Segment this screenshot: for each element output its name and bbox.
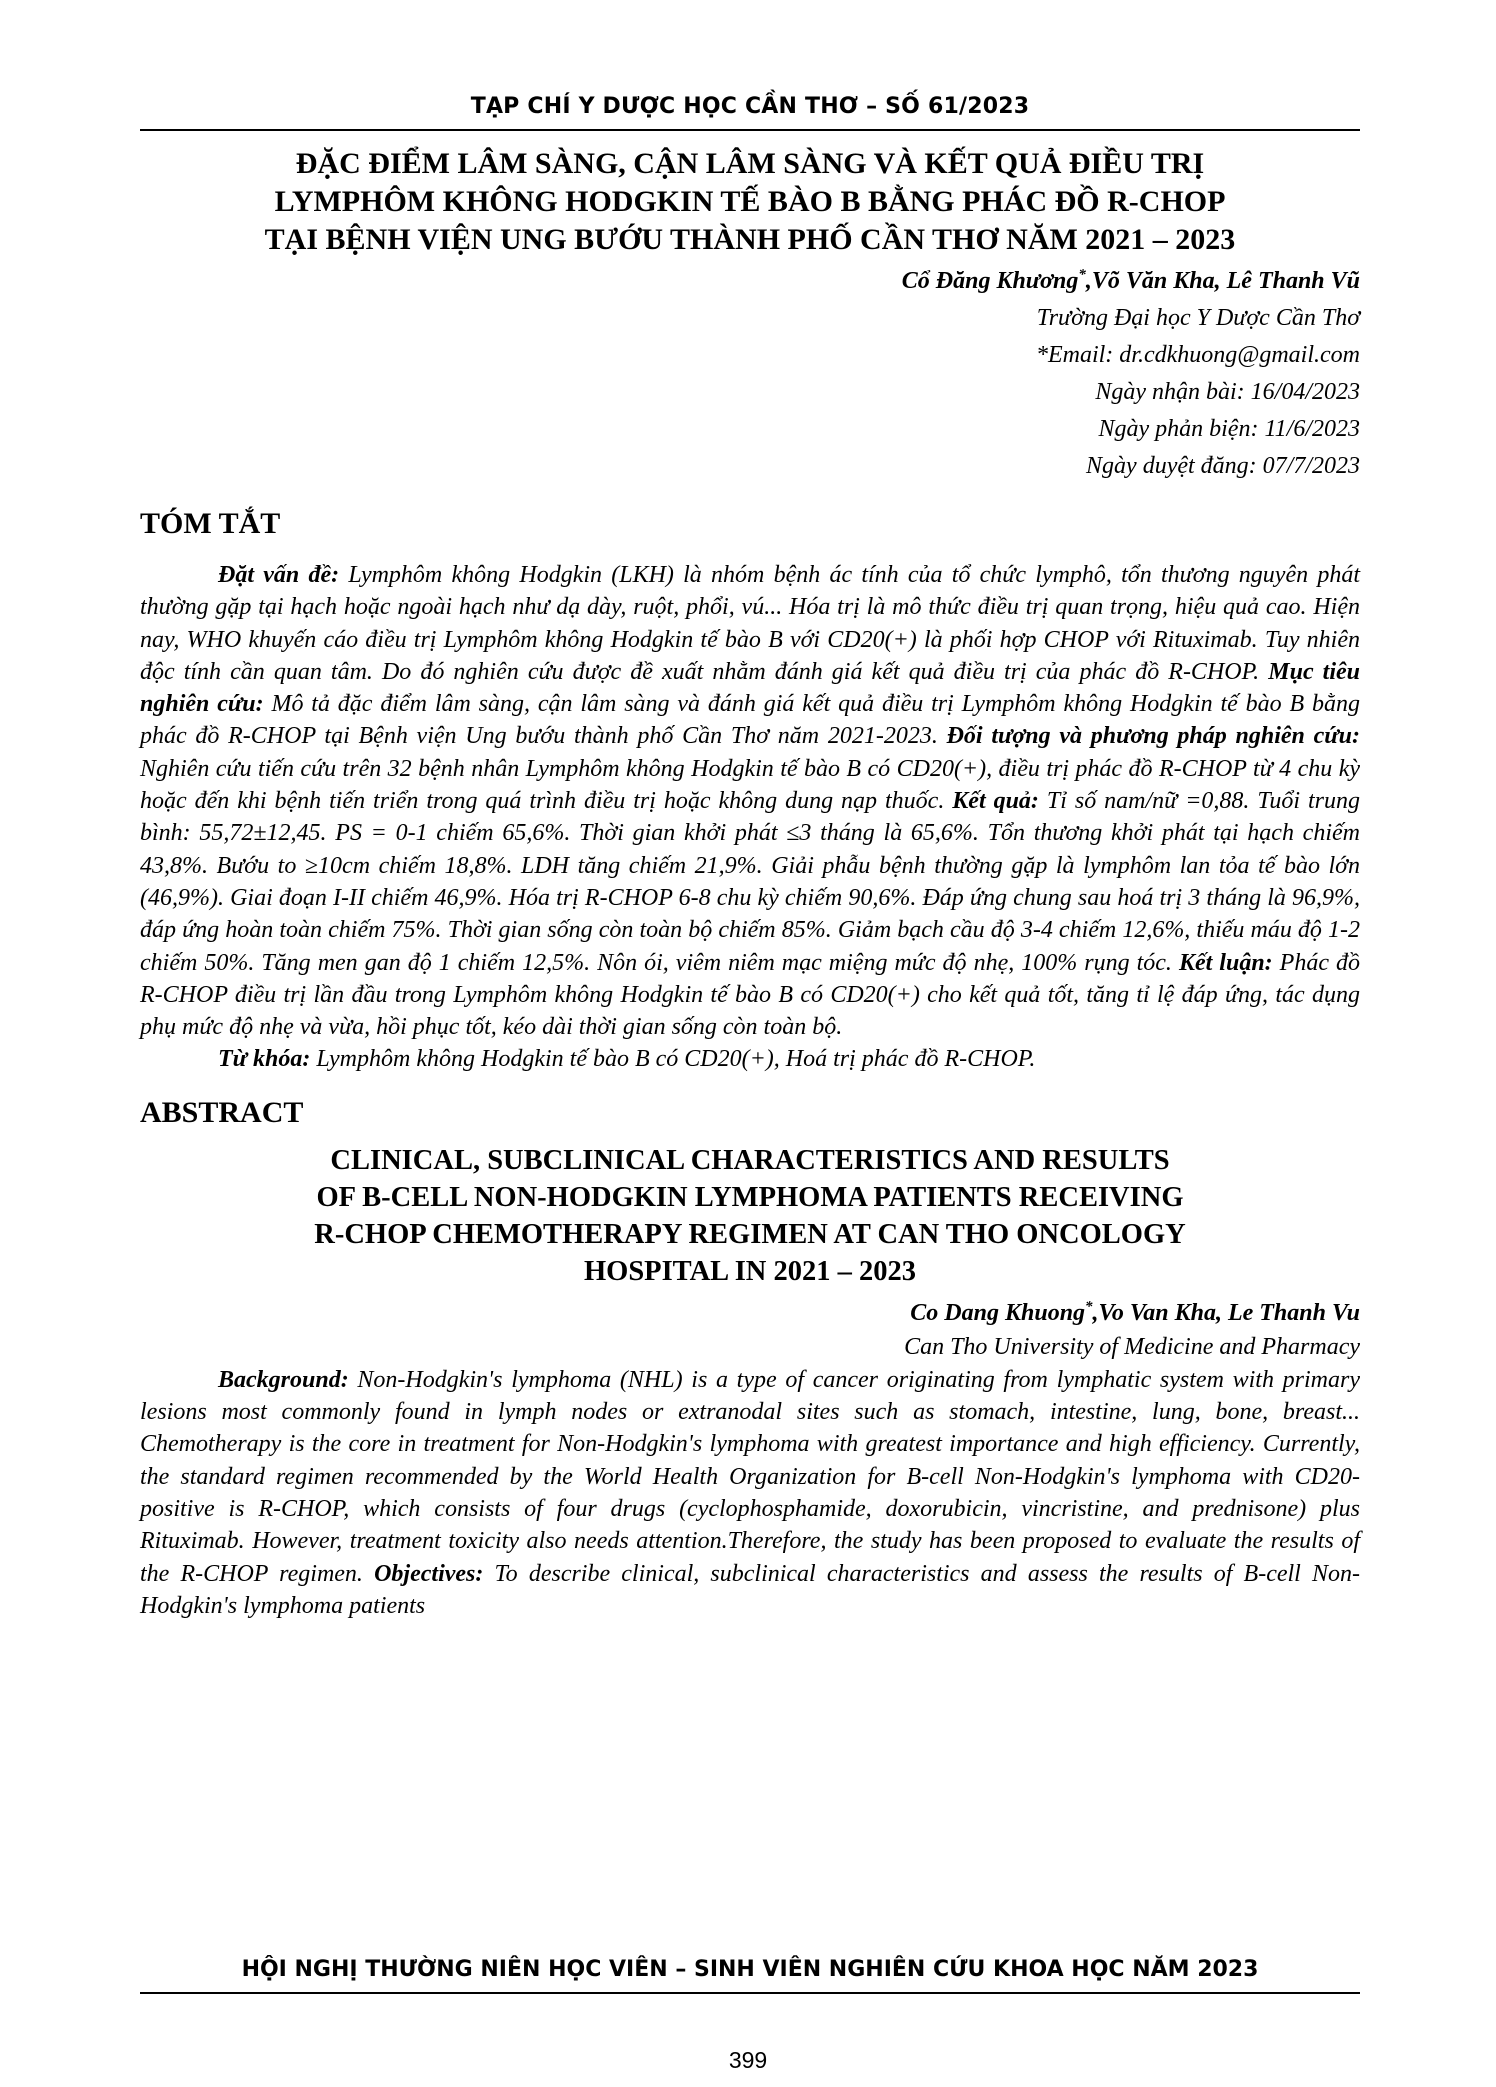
text-keywords: Lymphôm không Hodgkin tế bào B có CD20(+), Hoá trị phác đồ R-CHOP.	[310, 1046, 1036, 1073]
en-byline	[140, 1296, 1360, 1364]
footer-rule	[140, 1992, 1360, 1994]
label-keywords: Từ khóa:	[218, 1046, 311, 1073]
en-corresponding-mark: *	[1085, 1298, 1093, 1315]
article-title-line: TẠI BỆNH VIỆN UNG BƯỚU THÀNH PHỐ CẦN THƠ NĂM 2021 – 2023	[264, 223, 1236, 256]
page-number: 399	[728, 2047, 768, 2073]
en-article-title	[140, 1142, 1360, 1290]
text-conclusion: Phác đồ R-CHOP điều trị lần đầu trong Lymphôm không Hodgkin tế bào B có CD20(+) cho kết quả tốt, tăng tỉ lệ đáp ứng, tác dụng phụ mức độ nhẹ và vừa, hồi phục tốt, kéo dài thời gian sống còn toàn bộ.	[140, 949, 1361, 1041]
label-results: Kết quả:	[952, 788, 1039, 815]
vi-abstract-heading: TÓM TẮT	[140, 507, 281, 540]
conference-footer: HỘI NGHỊ THƯỜNG NIÊN HỌC VIÊN – SINH VIÊN NGHIÊN CỨU KHOA HỌC NĂM 2023	[241, 1957, 1259, 1982]
author-first: Cổ Đăng Khương	[901, 268, 1079, 294]
vi-keywords	[140, 1043, 1360, 1075]
en-text-background: Non-Hodgkin's lymphoma (NHL) is a type of cancer originating from lymphatic system with primary lesions most commonly found in lymph nodes or extranodal sites such as stomach, intestine, lung, bone, breast... Chemotherapy is the core in treatment for Non-Hodgkin's lymphoma with greatest importance and high efficiency. Currently, the standard regimen recommended by the World Health Organization for B-cell Non-Hodgkin's lymphoma with CD20-positive is R-CHOP, which consists of four drugs (cyclophosphamide, doxorubicin, vincristine, and prednisone) plus Rituximab. However, treatment toxicity also needs attention.Therefore, the study has been proposed to evaluate the results of the R-CHOP regimen.	[140, 1366, 1360, 1587]
label-methods: Đối tượng và phương pháp nghiên cứu:	[946, 723, 1360, 750]
text-background: Lymphôm không Hodgkin (LKH) là nhóm bệnh ác tính của tổ chức lymphô, tổn thương nguyên phát thường gặp tại hạch hoặc ngoài hạch như dạ dày, ruột, phổi, vú... Hóa trị là mô thức điều trị quan trọng, hiệu quả cao. Hiện nay, WHO khuyến cáo điều trị Lymphôm không Hodgkin tế bào B với CD20(+) là phối hợp CHOP với Rituximab. Tuy nhiên độc tính cần quan tâm. Do đó nghiên cứu được đề xuất nhằm đánh giá kết quả điều trị của phác đồ R-CHOP.	[140, 562, 1360, 685]
affiliation: Trường Đại học Y Dược Cần Thơ	[1036, 305, 1360, 331]
vi-abstract-body	[140, 559, 1360, 1043]
journal-page	[140, 0, 1360, 1622]
en-author-first: Co Dang Khuong	[910, 1299, 1086, 1326]
en-affiliation: Can Tho University of Medicine and Pharmacy	[904, 1333, 1360, 1360]
email: *Email: dr.cdkhuong@gmail.com	[1035, 342, 1360, 368]
en-title-line: HOSPITAL IN 2021 – 2023	[583, 1255, 917, 1287]
article-title-line: LYMPHÔM KHÔNG HODGKIN TẾ BÀO B BẰNG PHÁC ĐỒ R-CHOP	[274, 185, 1226, 218]
accepted-date: Ngày duyệt đăng: 07/7/2023	[1086, 453, 1360, 479]
en-title-line: R-CHOP CHEMOTHERAPY REGIMEN AT CAN THO ONCOLOGY	[314, 1218, 1186, 1250]
text-results: Tỉ số nam/nữ =0,88. Tuổi trung bình: 55,72±12,45. PS = 0-1 chiếm 65,6%. Thời gian khởi phát ≤3 tháng là 65,6%. Tổn thương khởi phát tại hạch chiếm 43,8%. Bướu to ≥10cm chiếm 18,8%. LDH tăng chiếm 21,9%. Giải phẫu bệnh thường gặp là lymphôm lan tỏa tế bào lớn (46,9%). Giai đoạn I-II chiếm 46,9%. Hóa trị R-CHOP 6-8 chu kỳ chiếm 90,6%. Đáp ứng chung sau hoá trị 3 tháng là 96,9%, đáp ứng hoàn toàn chiếm 75%. Thời gian sống còn toàn bộ chiếm 85%. Giảm bạch cầu độ 3-4 chiếm 12,6%, thiếu máu độ 1-2 chiếm 50%. Tăng men gan độ 1 chiếm 12,5%. Nôn ói, viêm niêm mạc miệng mức độ nhẹ, 100% rụng tóc.	[140, 788, 1360, 976]
en-author-rest: ,Vo Van Kha, Le Thanh Vu	[1092, 1299, 1360, 1326]
en-label-background: Background:	[218, 1366, 349, 1393]
reviewed-date: Ngày phản biện: 11/6/2023	[1098, 416, 1360, 442]
received-date: Ngày nhận bài: 16/04/2023	[1095, 379, 1360, 405]
en-author-list	[140, 1296, 1360, 1330]
header-rule	[140, 129, 1360, 131]
author-rest: ,Võ Văn Kha, Lê Thanh Vũ	[1085, 268, 1360, 294]
en-abstract-heading: ABSTRACT	[140, 1095, 304, 1129]
en-abstract-body	[140, 1364, 1360, 1622]
label-background: Đặt vấn đề:	[218, 562, 340, 588]
en-title-line: CLINICAL, SUBCLINICAL CHARACTERISTICS AND RESULTS	[330, 1144, 1170, 1176]
en-title-line: OF B-CELL NON-HODGKIN LYMPHOMA PATIENTS RECEIVING	[316, 1181, 1184, 1213]
label-conclusion: Kết luận:	[1178, 949, 1273, 976]
text-objectives: Mô tả đặc điểm lâm sàng, cận lâm sàng và đánh giá kết quả điều trị Lymphôm không Hodgkin tế bào B bằng phác đồ R-CHOP tại Bệnh viện Ung bướu thành phố Cần Thơ năm 2021-2023.	[140, 691, 1360, 750]
journal-running-header: TẠP CHÍ Y DƯỢC HỌC CẦN THƠ – SỐ 61/2023	[470, 94, 1030, 119]
corresponding-mark: *	[1078, 267, 1086, 283]
en-label-objectives: Objectives:	[374, 1560, 484, 1587]
article-title-line: ĐẶC ĐIỂM LÂM SÀNG, CẬN LÂM SÀNG VÀ KẾT QUẢ ĐIỀU TRỊ	[295, 147, 1205, 180]
en-text-objectives: To describe clinical, subclinical characteristics and assess the results of B-cell Non-Hodgkin's lymphoma patients	[140, 1560, 1361, 1619]
text-methods: Nghiên cứu tiến cứu trên 32 bệnh nhân Lymphôm không Hodgkin tế bào B có CD20(+), điều trị phác đồ R-CHOP từ 4 chu kỳ hoặc đến khi bệnh tiến triển trong quá trình điều trị hoặc không dung nạp thuốc.	[140, 755, 1360, 815]
label-objectives: Mục tiêu nghiên cứu:	[140, 658, 1360, 718]
article-title	[140, 145, 1360, 259]
article-byline	[140, 263, 1360, 485]
author-list	[140, 263, 1360, 300]
